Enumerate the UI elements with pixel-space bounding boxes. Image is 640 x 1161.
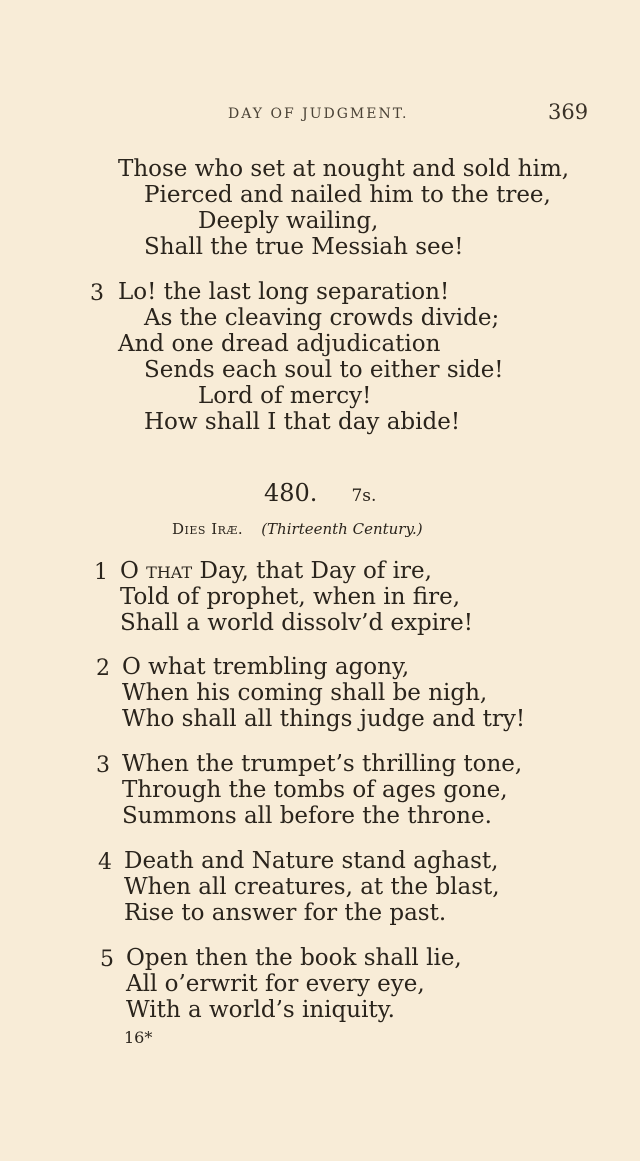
verse-line-rest: Day, that Day of ire, (192, 558, 432, 584)
verse-line: When his coming shall be nigh, (122, 680, 488, 706)
verse-line: How shall I that day abide! (144, 409, 461, 435)
verse-number: 2 (96, 656, 110, 681)
verse-line: Told of prophet, when in fire, (120, 584, 461, 610)
verse-line: O what trembling agony, (122, 654, 410, 680)
hymn-number: 480. (264, 479, 318, 507)
verse-line: Rise to answer for the past. (124, 900, 447, 926)
verse-line: Shall a world dissolv’d expire! (120, 610, 473, 636)
hymn-meter: 7s. (351, 486, 377, 506)
page-number: 369 (548, 100, 589, 124)
verse-number: 1 (94, 560, 108, 585)
stanza-line: Shall the true Messiah see! (144, 234, 464, 260)
verse-line: Sends each soul to either side! (144, 357, 504, 383)
verse-number: 3 (96, 753, 110, 778)
verse-line (120, 560, 432, 583)
verse-line: Summons all before the throne. (122, 803, 492, 829)
first-words: O that (120, 558, 193, 584)
running-head: DAY OF JUDGMENT. (228, 106, 409, 122)
verse-line: Open then the book shall lie, (126, 945, 462, 971)
verse-line: All o’erwrit for every eye, (126, 971, 425, 997)
verse-line: As the cleaving crowds divide; (144, 305, 500, 331)
verse-line: Through the tombs of ages gone, (122, 777, 508, 803)
verse-number: 3 (90, 281, 104, 306)
verse-line: Lo! the last long separation! (118, 279, 450, 305)
hymn-header (264, 479, 376, 507)
stanza-line: Pierced and nailed him to the tree, (144, 182, 551, 208)
verse-line: When the trumpet’s thrilling tone, (122, 751, 523, 777)
verse-number: 5 (100, 947, 114, 972)
stanza-line: Those who set at nought and sold him, (118, 156, 570, 182)
verse-line: Lord of mercy! (198, 383, 372, 409)
hymn-title: Dies Iræ. (172, 520, 244, 538)
stanza-line: Deeply wailing, (198, 208, 379, 234)
hymn-source (172, 520, 423, 538)
verse-number: 4 (98, 850, 112, 875)
verse-line: When all creatures, at the blast, (124, 874, 500, 900)
verse-line: Death and Nature stand aghast, (124, 848, 499, 874)
verse-line: And one dread adjudication (118, 331, 441, 357)
verse-line: Who shall all things judge and try! (122, 706, 526, 732)
hymn-century: (Thirteenth Century.) (261, 520, 423, 538)
verse-line: With a world’s iniquity. (126, 997, 395, 1023)
signature-mark: 16* (124, 1028, 153, 1047)
